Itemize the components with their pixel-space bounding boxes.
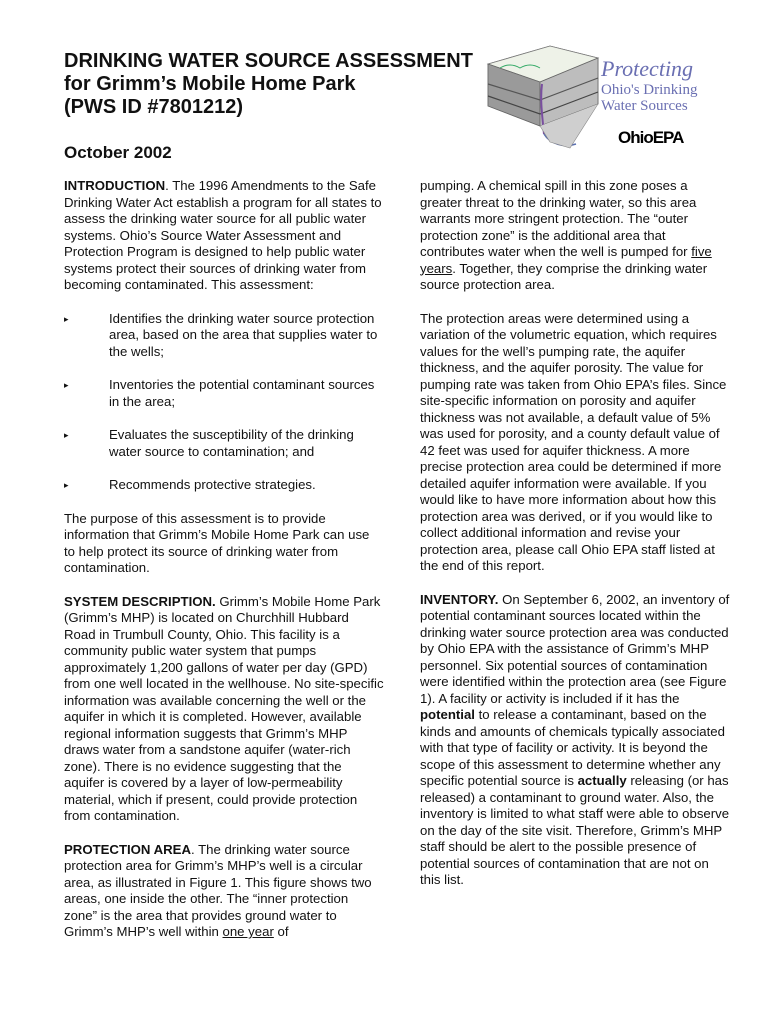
- system-heading: SYSTEM DESCRIPTION.: [64, 593, 216, 609]
- bullet-item: [64, 477, 384, 494]
- bullet-marker-icon: ▸: [64, 430, 69, 440]
- bullet-text: Evaluates the susceptibility of the drinking water source to contamination; and: [109, 427, 354, 459]
- protection-area-paragraph: [64, 842, 384, 941]
- intro-text: . The 1996 Amendments to the Safe Drinking Water Act establish a program for all states to assess the drinking water source for all public water systems. Ohio’s Source Water Assessment and Protection Program is designed to help public water systems protect their sources of drinking water from becoming contaminated. This assessment:: [64, 178, 382, 292]
- protection-continued-paragraph: [420, 178, 730, 294]
- title-line-3: (PWS ID #7801212): [64, 96, 243, 118]
- logo-water-sources: Water Sources: [601, 98, 688, 114]
- protecting-ohio-logo: [480, 44, 730, 164]
- inventory-text-1: On September 6, 2002, an inventory of potential contaminant sources located within the drinking water source protection area was conducted by Ohio EPA with the assistance of Grimm’s MHP personnel. Six potential sources of contamination were identified within the protection area (see Figure 1). A facility or activity is included if it has the: [420, 591, 730, 706]
- potential-bold: potential: [420, 707, 475, 722]
- logo-subtitle: [601, 82, 697, 114]
- title-line-1: DRINKING WATER SOURCE ASSESSMENT: [64, 50, 473, 72]
- protection-cont1: pumping. A chemical spill in this zone poses a greater threat to the drinking water, so this area warrants more stringent protection. The “outer protection zone” is the additional area that contributes water when the well is pumped for: [420, 178, 697, 259]
- left-column: [64, 178, 384, 958]
- inventory-paragraph: [420, 592, 730, 889]
- inventory-text-3: releasing (or has released) a contaminant to ground water. Also, the inventory is limited to what staff were able to observe on the day of the site visit. Therefore, Grimm’s MHP staff should be alert to the possible presence of potential sources of contamination that are not on this list.: [420, 773, 730, 887]
- system-text: Grimm’s Mobile Home Park (Grimm’s MHP) is located on Churchhill Hubbard Road in Trumbull County, Ohio. This facility is a community public water system that pumps approximately 1,200 gallons of water per day (GPD) from one well located in the wellhouse. No site-specific information was available concerning the well or the aquifer in which it is completed. However, available regional information suggests that Grimm’s MHP draws water from a sandstone aquifer (water-rich zone). There is no evidence suggesting that the aquifer is covered by a layer of low-permeability material, which if present, could provide protection from contamination.: [64, 593, 384, 823]
- bullet-item: [64, 311, 384, 361]
- inventory-heading: INVENTORY.: [420, 591, 499, 607]
- system-description-paragraph: [64, 594, 384, 825]
- bullet-text: Identifies the drinking water source protection area, based on the area that supplies water to the wells;: [109, 310, 378, 359]
- one-year-underlined: one year: [222, 924, 274, 939]
- actually-bold: actually: [577, 773, 627, 788]
- bullet-marker-icon: ▸: [64, 380, 69, 390]
- document-title: [64, 50, 473, 119]
- right-column: [420, 178, 730, 906]
- intro-heading: INTRODUCTION: [64, 178, 166, 193]
- intro-paragraph: [64, 178, 384, 294]
- protection-of: of: [273, 924, 289, 939]
- title-line-2: for Grimm’s Mobile Home Park: [64, 73, 356, 95]
- bullet-item: [64, 377, 384, 410]
- protection-method-paragraph: The protection areas were determined using a variation of the volumetric equation, which requires values for the well’s pumping rate, the aquifer thickness, and the aquifer porosity. The value for pumping rate was taken from Ohio EPA’s files. Since site-specific information on porosity and aquifer thickness was not available, a default value of 5% was used for porosity, and a county default value of 42 feet was used for aquifer thickness. A more precise protection area could be determined if more detailed aquifer information were available. If you would like to have more information about how this protection area was derived, or if you would like to collect additional information and revise your protection area, please call Ohio EPA staff listed at the end of this report.: [420, 310, 727, 573]
- report-date: October 2002: [64, 143, 172, 162]
- bullet-text: Recommends protective strategies.: [109, 477, 316, 492]
- inventory-text-2: to release a contaminant, based on the kinds and amounts of chemicals typically associated with that type of facility or activity. It is beyond the scope of this assessment to determine whether any specific potential source is: [420, 707, 725, 788]
- landscape-block-illustration: [480, 44, 605, 154]
- protection-text: . The drinking water source protection area for Grimm’s MHP’s well is a circular area, as illustrated in Figure 1. This figure shows two areas, one inside the other. The “inner protection zone” is the area that provides ground water to Grimm’s MHP’s well within: [64, 841, 372, 939]
- protection-heading: PROTECTION AREA: [64, 841, 191, 857]
- bullet-marker-icon: ▸: [64, 313, 69, 324]
- five-years-underlined: five years: [420, 244, 712, 276]
- bullet-text: Inventories the potential contaminant sources in the area;: [109, 377, 375, 409]
- logo-ohios-drinking: Ohio's Drinking: [601, 82, 698, 98]
- logo-protecting-text: Protecting: [601, 56, 694, 81]
- bullet-marker-icon: ▸: [64, 480, 69, 490]
- ohio-epa-wordmark: OhioEPA: [618, 128, 684, 147]
- bullet-item: [64, 427, 384, 460]
- protection-cont2: . Together, they comprise the drinking water source protection area.: [420, 260, 708, 292]
- purpose-paragraph: The purpose of this assessment is to provide information that Grimm’s Mobile Home Park can use to help protect its source of drinking water from contamination.: [64, 510, 370, 575]
